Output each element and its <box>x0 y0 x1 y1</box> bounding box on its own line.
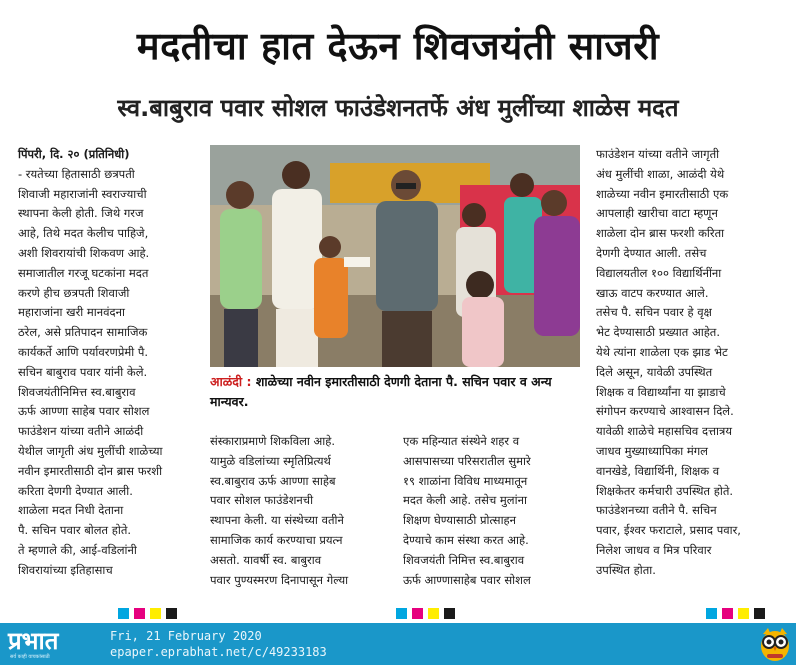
owl-icon <box>758 626 792 662</box>
headline: मदतीचा हात देऊन शिवजयंती साजरी <box>136 24 660 68</box>
caption-place: आळंदी : <box>210 374 252 389</box>
prabhat-logo[interactable] <box>8 627 104 661</box>
logo-text: प्रभात <box>8 627 59 655</box>
news-photo <box>210 145 580 367</box>
logo-tagline: सर्व काही वाचकांसाठी <box>10 654 50 660</box>
subheadline: स्व.बाबुराव पवार सोशल फाउंडेशनतर्फे अंध मुलींच्या शाळेस मदत <box>117 94 679 122</box>
column-1-text: - रयतेच्या हितासाठी छत्रपती शिवाजी महाराजांनी स्वराज्याची स्थापना केली होती. जिथे गरज आहे, तिथे मदत केलीच पाहिजे, अशी शिवरायांची शिकवण आहे. समाजातील गरजू घटकांना मदत करणे हीच छत्रपती शिवाजी महाराजांना खरी मानवंदना ठरेल, असे प्रतिपादन सामाजिक कार्यकर्ते आणि पर्यावरणप्रेमी पै. सचिन बाबुराव पवार यांनी केले. शिवजयंतीनिमित्त स्व.बाबुराव ऊर्फ आण्णा साहेब पवार सोशल फाउंडेशन यांच्या वतीने आळंदी येथील जागृती अंध मुलींची शाळेच्या नवीन इमारतीसाठी दोन ब्रास फरशी करिता देणगी देण्यात आली. शाळेला मदत निधी देताना पै. सचिन पवार बोलत होते. ते म्हणाले की, आई-वडिलांनी शिवरायांच्या इतिहासाच <box>18 166 163 577</box>
caption-text: शाळेच्या नवीन इमारतीसाठी देणगी देताना पै. सचिन पवार व अन्य मान्यवर. <box>210 374 552 409</box>
footer-date: Fri, 21 February 2020 <box>110 629 262 643</box>
color-registration-marks <box>0 608 796 623</box>
article-column-4: फाउंडेशन यांच्या वतीने जागृती अंध मुलींची शाळा, आळंदी येथे शाळेच्या नवीन इमारतीसाठी एक आपलाही खारीचा वाटा म्हणून शाळेला दोन ब्रास फरशी करिता देणगी देण्यात आली. तसेच विद्यालयतील १०० विद्यार्थिनींना खाऊ वाटप करण्यात आले. तसेच पै. सचिन पवार हे वृक्ष भेट देण्यासाठी प्रख्यात आहेत. येथे त्यांना शाळेला एक झाड भेट दिले असून, यावेळी उपस्थित शिक्षक व विद्यार्थ्यांना या झाडाचे संगोपन करण्याचे आश्वासन दिले. यावेळी शाळेचे महासचिव दत्तात्रय जाधव मुख्याध्यापिका मंगल वानखेडे, विद्यार्थिनी, शिक्षक व शिक्षकेतर कर्मचारी उपस्थित होते. फाउंडेशनच्या वतीने पै. सचिन पवार, ईश्वर फराटाले, प्रसाद पवार, निलेश जाधव व मित्र परिवार उपस्थित होता. <box>596 147 741 577</box>
footer-url[interactable]: epaper.eprabhat.net/c/49233183 <box>110 645 327 659</box>
photo-caption <box>210 372 584 412</box>
article-column-3: एक महिन्यात संस्थेने शहर व आसपासच्या परिसरातील सुमारे १९ शाळांना विविध माध्यमातून मदत केली आहे. तसेच मुलांना शिक्षण घेण्यासाठी प्रोत्साहन देण्याचे काम संस्था करत आहे. शिवजयंती निमित्त स्व.बाबुराव ऊर्फ आण्णासाहेब पवार सोशल <box>403 434 531 587</box>
article-column-1 <box>18 145 198 581</box>
dateline: पिंपरी, दि. २० (प्रतिनिधी) <box>18 147 130 161</box>
article-column-2: संस्काराप्रमाणे शिकविला आहे. यामुळे वडिलांच्या स्मृतिप्रित्यर्थ स्व.बाबुराव ऊर्फ आण्णा साहेब पवार सोशल फाउंडेशनची स्थापना केली. या संस्थेच्या वतीने सामाजिक कार्य करण्याचा प्रयत्न असतो. यावर्षी स्व. बाबुराव पवार पुण्यस्मरण दिनापासून गेल्या <box>210 434 349 587</box>
epaper-footer <box>0 623 796 665</box>
